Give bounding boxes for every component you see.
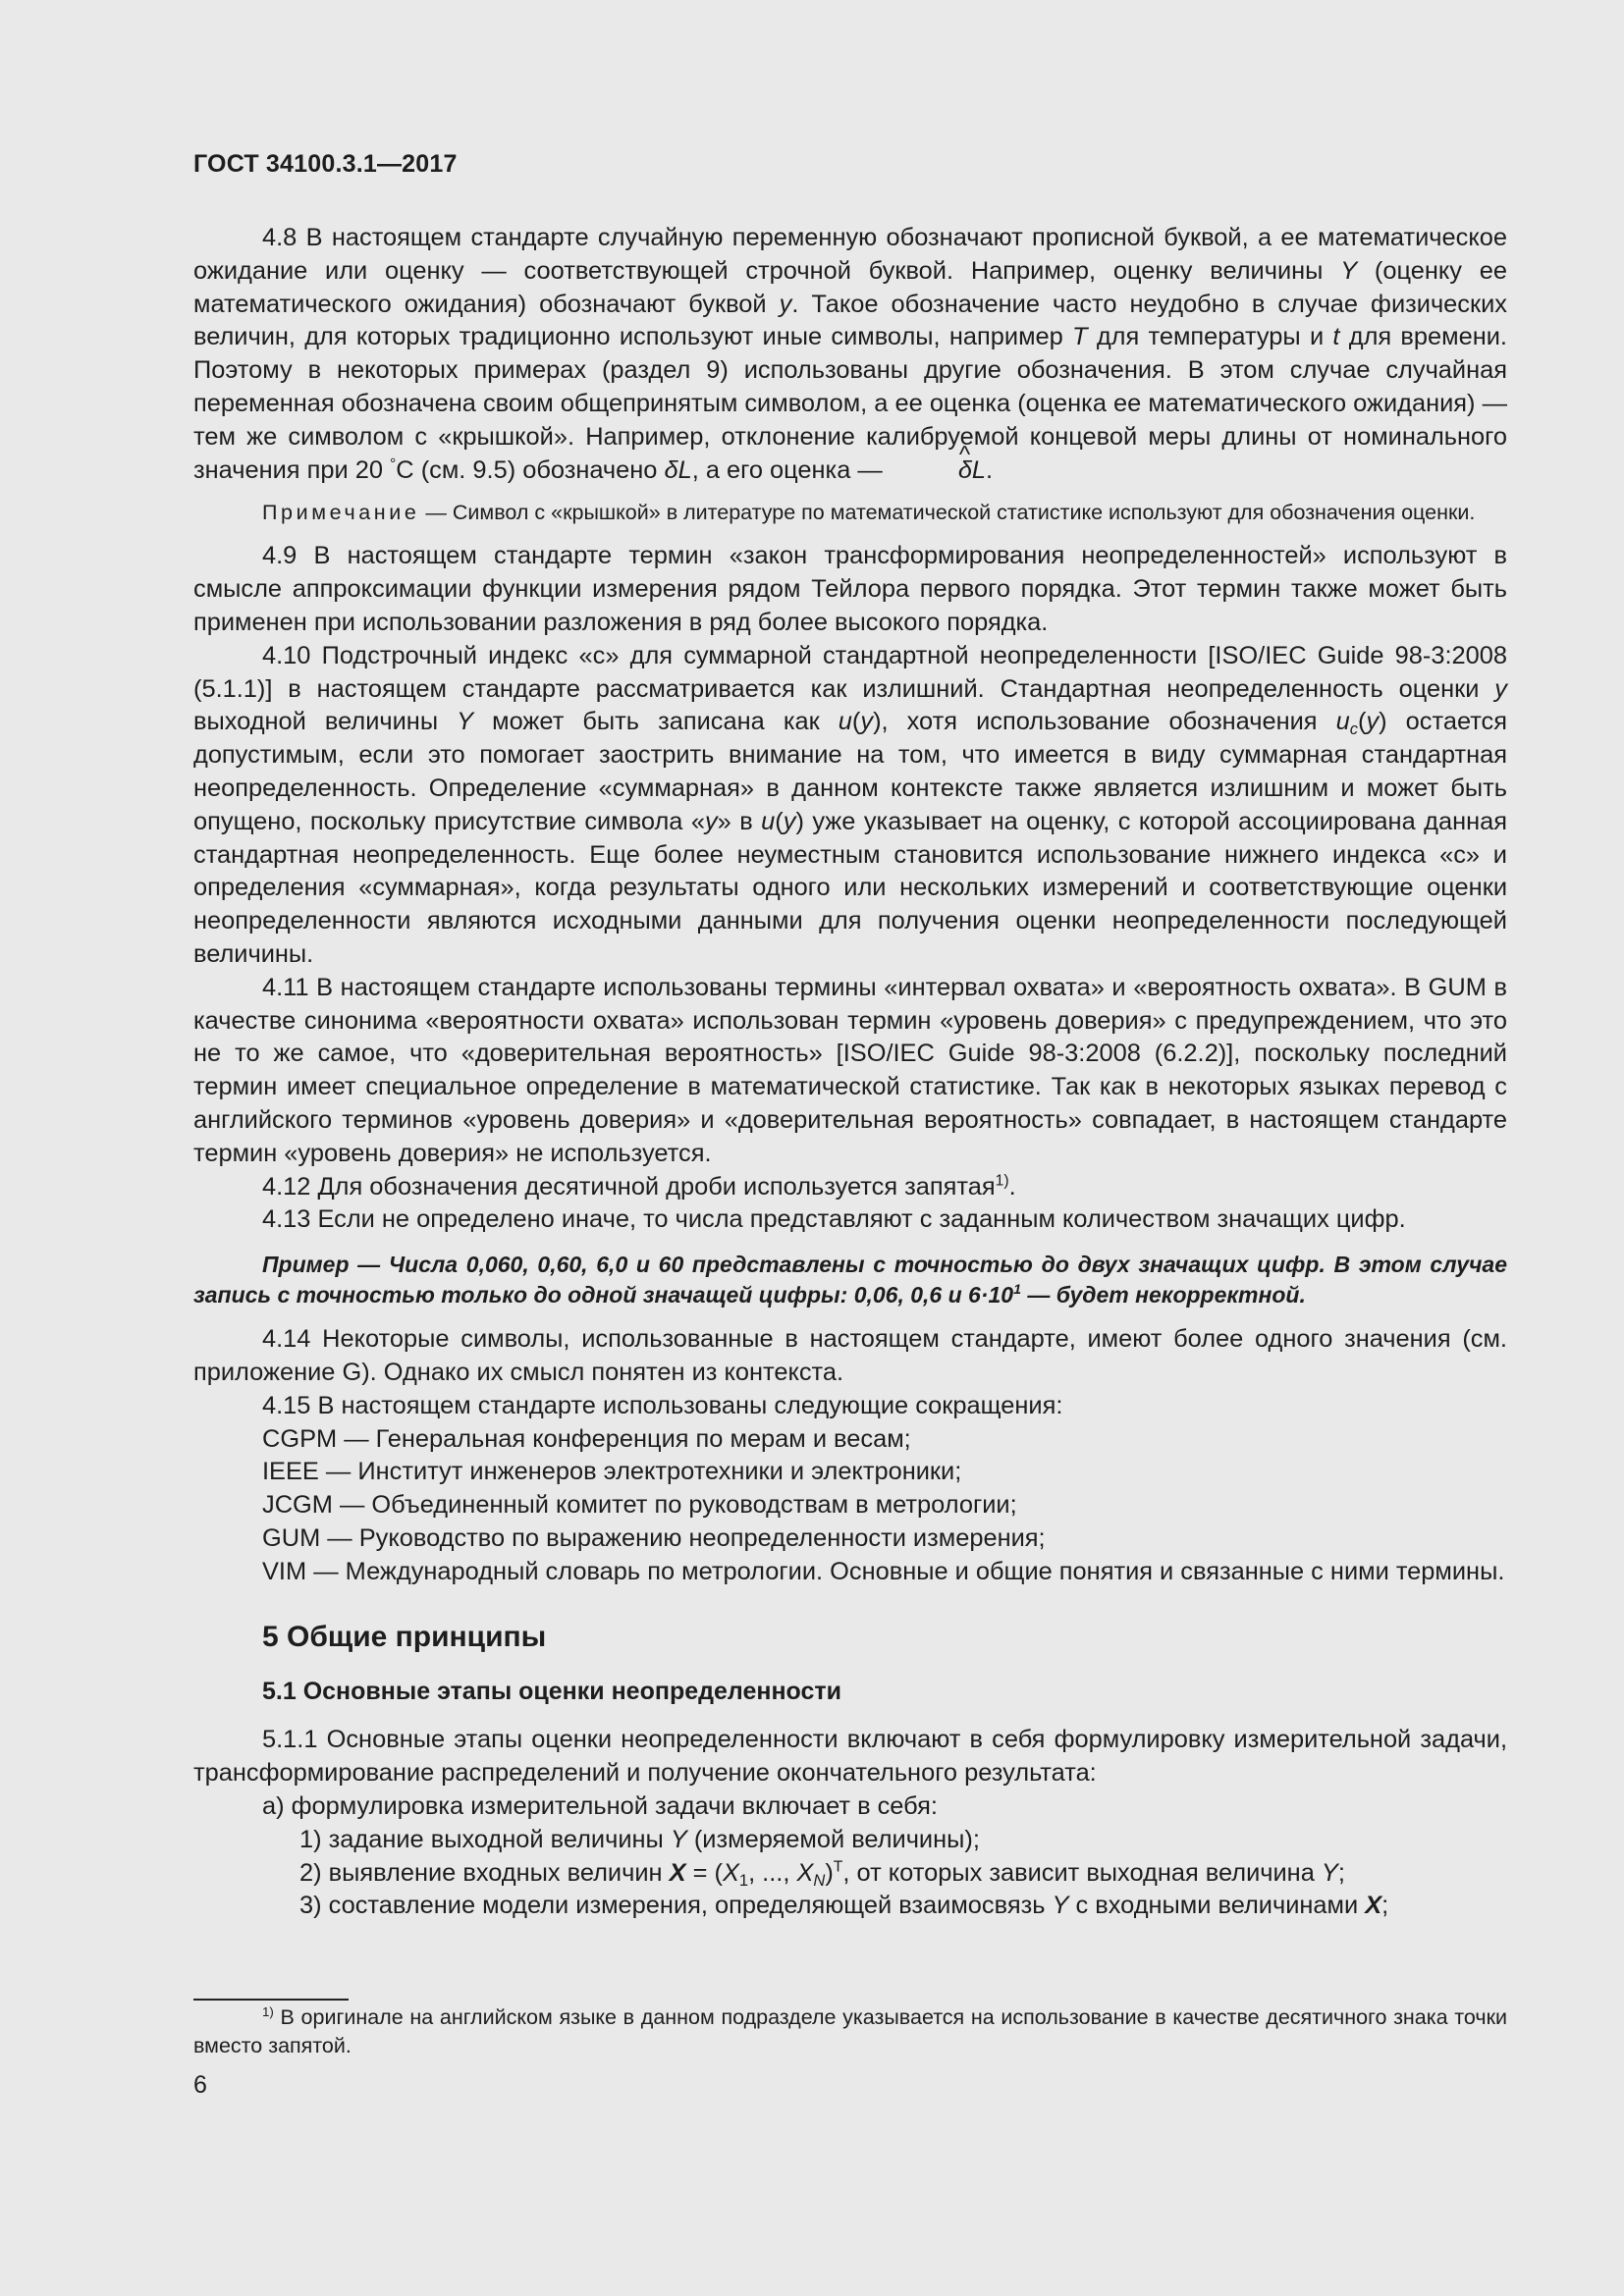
abbreviation-item: IEEE — Институт инженеров электротехники и электроники; xyxy=(262,1458,962,1486)
footnote: $^{1)}$ В оригинале на английском языке в данном подразделе указывается на использование в качестве десятичного знака точки вместо запятой. xyxy=(193,2003,1507,2057)
paragraph-4-12: 4.12 Для обозначения десятичной дроби используется запятая$^{1)}$. xyxy=(262,1171,1016,1201)
example-4-13: Пример — Числа 0,060, 0,60, 6,0 и 60 представлены с точностью до двух значащих цифр. В этом случае запись с точностью только до одной значащей цифры: 0,06, 0,6 и $6\cdot 10^1$ — будет некорректной. xyxy=(193,1252,1507,1308)
abbreviation-item: VIM — Международный словарь по метрологии. Основные и общие понятия и связанные с ними термины. xyxy=(262,1557,1505,1585)
footnote-mark: 1) xyxy=(262,2003,274,2019)
paragraph-4-13: 4.13 Если не определено иначе, то числа представляют с заданным количеством значащих цифр. xyxy=(262,1205,1406,1234)
abbreviation-item: CGPM — Генеральная конференция по мерам и весам; xyxy=(262,1424,911,1453)
paragraph-4-8: 4.8 В настоящем стандарте случайную переменную обозначают прописной буквой, а ее математическое ожидание или оценку — соответствующей строчной буквой. Например, оценку величины Y (оценку ее математического ожидания) обозначают буквой y. Такое обозначение часто неудобно в случае физических величин, для которых традиционно используют иные символы, например T для температуры и t для времени. Поэтому в некоторых примерах (раздел 9) использованы другие обозначения. В этом случае случайная переменная обозначена своим общепринятым символом, а ее оценка (оценка ее математического ожидания) — тем же символом с «крышкой». Например, отклонение калибруемой концевой меры длины от номинального значения при 20 °C (см. 9.5) обозначено δL, а его оценка — ^ δL. xyxy=(193,222,1507,487)
paragraph-4-9: 4.9 В настоящем стандарте термин «закон трансформирования неопределенностей» используют в смысле аппроксимации функции измерения рядом Тейлора первого порядка. Этот термин также может быть применен при использовании разложения в ряд более высокого порядка. xyxy=(193,542,1507,636)
subsection-heading: 5.1 Основные этапы оценки неопределенности xyxy=(262,1678,842,1706)
paragraph-4-15: 4.15 В настоящем стандарте использованы следующие сокращения: xyxy=(262,1391,1063,1419)
footnote-divider xyxy=(193,1999,349,2001)
document-header: ГОСТ 34100.3.1—2017 xyxy=(193,150,458,178)
paragraph-4-14: 4.14 Некоторые символы, использованные в настоящем стандарте, имеют более одного значения (см. приложение G). Однако их смысл понятен из контекста. xyxy=(193,1325,1507,1386)
paragraph-4-11: 4.11 В настоящем стандарте использованы термины «интервал охвата» и «вероятность охвата». В GUM в качестве синонима «вероятности охвата» использован термин «уровень доверия» с предупреждением, что это не то же самое, что «доверительная вероятность» [ISO/IEC Guide 98-3:2008 (6.2.2)], поскольку последний термин имеет специальное определение в математической статистике. Так как в некоторых языках перевод с английского терминов «уровень доверия» и «доверительная вероятность» совпадает, в настоящем стандарте термин «уровень доверия» не используется. xyxy=(193,973,1507,1167)
paragraph-4-10: 4.10 Подстрочный индекс «c» для суммарной стандартной неопределенности [ISO/IEC Guide 98-3:2008 (5.1.1)] в настоящем стандарте рассматривается как излишний. Стандартная неопределенность оценки y выходной величины Y может быть записана как u(y), хотя использование обозначения $u_c(y)$ остается допустимым, если это помогает заострить внимание на том, что имеется в виду суммарная стандартная неопределенность. Определение «суммарная» в данном контексте также является излишним и может быть опущено, поскольку присутствие символа «y» в u(y) уже указывает на оценку, с которой ассоциирована данная стандартная неопределенность. Еще более неуместным становится использование нижнего индекса «c» и определения «суммарная», когда результаты одного или нескольких измерений и соответствующие оценки неопределенности являются исходными данными для получения оценки неопределенности последующей величины. xyxy=(193,641,1508,968)
section-heading: 5 Общие принципы xyxy=(262,1621,547,1654)
list-item-3: 3) составление модели измерения, определяющей взаимосвязь Y с входными величинами X; xyxy=(299,1892,1389,1920)
abbreviation-item: GUM — Руководство по выражению неопределенности измерения; xyxy=(262,1523,1046,1552)
page-body xyxy=(193,222,1507,1923)
note-4-8: Примечание — Символ с «крышкой» в литературе по математической статистике используют для обозначения оценки. xyxy=(262,501,1476,525)
footnote-ref[interactable]: 1) xyxy=(995,1171,1009,1189)
abbreviation-item: JCGM — Объединенный комитет по руководствам в метрологии; xyxy=(262,1491,1017,1520)
list-item-a: а) формулировка измерительной задачи включает в себя: xyxy=(262,1792,938,1821)
hat-symbol: ^ δL xyxy=(890,454,986,488)
note-label: Примечание xyxy=(262,501,420,525)
paragraph-5-1-1: 5.1.1 Основные этапы оценки неопределенности включают в себя формулировку измерительной задачи, трансформирование распределений и получение окончательного результата: xyxy=(193,1726,1507,1788)
page-number: 6 xyxy=(193,2071,207,2099)
list-item-2: 2) выявление входных величин $X = (X_1$, ..., $X_N)^T$, от которых зависит выходная величина Y; xyxy=(299,1857,1345,1890)
list-item-1: 1) задание выходной величины Y (измеряемой величины); xyxy=(299,1825,980,1853)
